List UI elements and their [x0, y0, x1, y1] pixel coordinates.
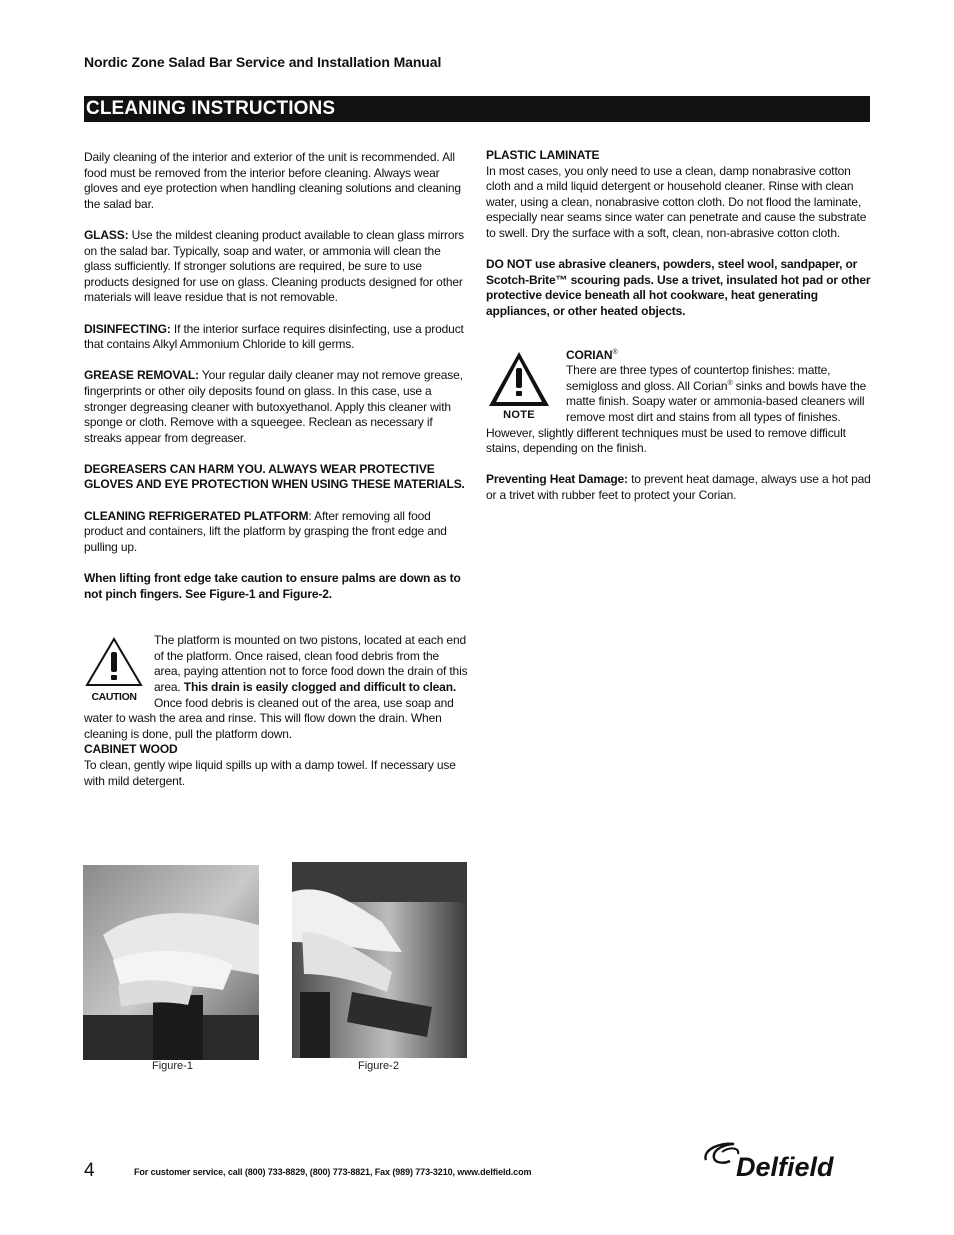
caution-text-1: The platform is mounted on two pistons, located at each end of the platform. Once raised, clean food debris from the area, paying attention not to force food down the drain of this area. [154, 633, 468, 694]
platform-label: CLEANING REFRIGERATED PLATFORM [84, 508, 309, 523]
cabinet-label: CABINET WOOD [84, 742, 178, 757]
figure-1-photo [83, 865, 259, 1060]
glass-paragraph [84, 228, 468, 306]
delfield-logo-mark [700, 1136, 876, 1182]
grease-text: Your regular daily cleaner may not remove grease, fingerprints or other oily deposits found on glass. In this case, use a stronger degreasing cleaner with butoxyethanol. Apply this cleaner with sponge or cloth. Remove with a squeegee. Reclean as necessary if streaks appear from degreaser. [84, 368, 463, 445]
cabinet-text: To clean, gently wipe liquid spills up with a damp towel. If necessary use with mild detergent. [84, 757, 456, 788]
caution-triangle-icon [85, 637, 143, 687]
intro-paragraph: Daily cleaning of the interior and exterior of the unit is recommended. All food must be removed from the interior before cleaning. Always wear gloves and eye protection when handling cleaning solutions and cleaning the salad bar. [84, 150, 461, 211]
corian-registered-mark-2: ® [727, 379, 733, 387]
laminate-text: In most cases, you only need to use a clean, damp nonabrasive cotton cloth and a mild liquid detergent or household cleaner. Rinse with clean water, using a clean, nonabrasive cotton cloth. Do not flood the laminate, especially near seams since water can penetrate and cause the substrate to swell. Dry the surface with a soft, clean, non-abrasive cotton cloth. [486, 163, 867, 240]
delfield-logo [700, 1136, 876, 1182]
disinfecting-label: DISINFECTING: [84, 321, 171, 336]
degreaser-warning-text: DEGREASERS CAN HARM YOU. ALWAYS WEAR PROTECTIVE GLOVES AND EYE PROTECTION WHEN USING THESE MATERIALS. [84, 461, 465, 492]
corian-label: CORIAN [566, 347, 613, 362]
customer-service-footer: For customer service, call (800) 733-8829, (800) 773-8821, Fax (989) 773-3210, www.delfield.com [134, 1167, 532, 1177]
page-number: 4 [84, 1160, 95, 1181]
note-triangle-icon [487, 350, 551, 408]
corian-text-2: sinks and bowls have the matte finish. Soapy water or ammonia-based cleaners will remove most dirt and stains from all types of finishes. However, slightly different techniques must be used to remove difficult stains, depending on the finish. [486, 378, 867, 456]
figure-1-illustration [83, 865, 259, 1060]
glass-label: GLASS: [84, 227, 129, 242]
caution-icon-label: CAUTION [91, 690, 137, 703]
caution-icon-block [84, 637, 144, 705]
platform-paragraph [84, 509, 468, 556]
figure-2-illustration [292, 862, 467, 1058]
right-column [486, 148, 872, 519]
abrasive-warning [486, 257, 872, 319]
section-title: CLEANING INSTRUCTIONS [86, 98, 336, 119]
disinfecting-text: If the interior surface requires disinfecting, use a product that contains Alkyl Ammonium Chloride to kill germs. [84, 321, 464, 352]
note-icon-label: NOTE [503, 409, 535, 422]
left-column [84, 150, 468, 789]
caution-bold-text: This drain is easily clogged and difficult to clean. [183, 680, 457, 694]
grease-paragraph [84, 368, 468, 446]
note-block [486, 348, 872, 457]
corian-registered-mark: ® [612, 348, 618, 356]
lifting-warning-text: When lifting front edge take caution to ensure palms are down as to not pinch fingers. See Figure-1 and Figure-2. [84, 571, 461, 601]
delfield-logo-text: Delfield [736, 1152, 834, 1182]
document-title: Nordic Zone Salad Bar Service and Installation Manual [84, 54, 442, 70]
grease-label: GREASE REMOVAL: [84, 368, 199, 383]
abrasive-warning-text: DO NOT use abrasive cleaners, powders, steel wool, sandpaper, or Scotch-Brite™ scouring pads. Use a trivet, insulated hot pad or other protective device beneath all hot cookware, heat generating appliances, or other heated objects. [486, 257, 871, 318]
note-icon-block [486, 350, 552, 424]
platform-text: : After removing all food product and containers, lift the platform by grasping the front edge and pulling up. [84, 508, 447, 554]
figure-1-caption: Figure-1 [152, 1060, 193, 1072]
heat-label: Preventing Heat Damage: [486, 472, 628, 487]
section-heading-bar [84, 96, 870, 122]
caution-text-2: Once food debris is cleaned out of the area, use soap and water to wash the area and rinse. This will flow down the drain. When cleaning is done, pull the platform down. [84, 695, 454, 741]
laminate-label: PLASTIC LAMINATE [486, 148, 600, 162]
glass-text: Use the mildest cleaning product available to clean glass mirrors on the salad bar. Typically, soap and water, or ammonia will clean the glass sufficiently. If stronger solutions are required, be sure to use products designed for use on glass. Cleaning products designed for other materials will leave residue that is not removable. [84, 227, 465, 305]
lifting-warning [84, 571, 468, 602]
caution-block [84, 633, 468, 789]
figure-2-caption: Figure-2 [358, 1060, 399, 1072]
disinfecting-paragraph [84, 322, 468, 353]
heat-paragraph [486, 472, 872, 503]
corian-text-1: There are three types of countertop finishes: matte, semigloss and gloss. All Corian [566, 363, 831, 393]
laminate-paragraph [486, 148, 872, 242]
heat-text: to prevent heat damage, always use a hot pad or a trivet with rubber feet to protect your Corian. [486, 472, 871, 502]
figure-2-photo [292, 862, 467, 1058]
degreaser-warning [84, 462, 468, 493]
